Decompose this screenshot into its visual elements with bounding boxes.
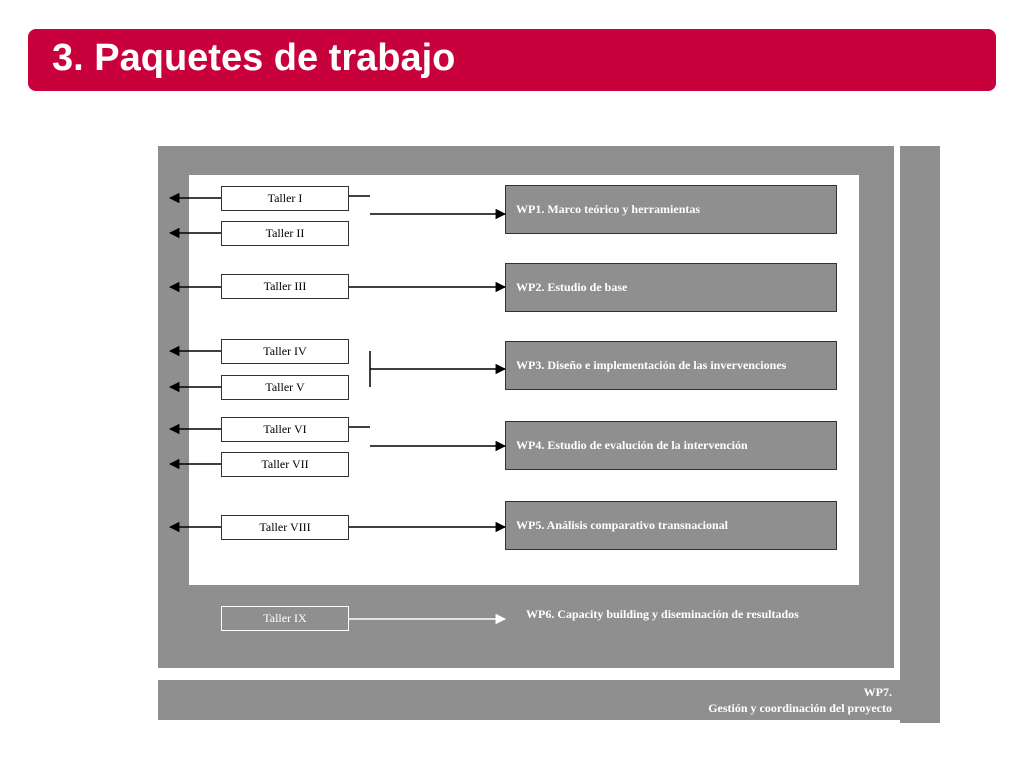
wp4-label: WP4. Estudio de evalución de la intervención	[516, 438, 748, 452]
wp2-box	[505, 263, 837, 312]
wp7-title: WP7.	[863, 685, 892, 699]
title-bar	[28, 29, 996, 91]
wp1-label: WP1. Marco teórico y herramientas	[516, 202, 701, 216]
taller-vii: Taller VII	[221, 452, 349, 477]
taller-iv: Taller IV	[221, 339, 349, 364]
taller-i: Taller I	[221, 186, 349, 211]
wp7-bottom-band	[158, 680, 900, 720]
wp4-box	[505, 421, 837, 470]
wp3-box	[505, 341, 837, 390]
wp3-label: WP3. Diseño e implementación de las invervenciones	[516, 358, 787, 372]
taller-v: Taller V	[221, 375, 349, 400]
taller-vi: Taller VI	[221, 417, 349, 442]
taller-viii: Taller VIII	[221, 515, 349, 540]
wp7-label	[708, 684, 892, 716]
taller-iii: Taller III	[221, 274, 349, 299]
taller-ix: Taller IX	[221, 606, 349, 631]
wp6-label: WP6. Capacity building y diseminación de resultados	[526, 607, 799, 621]
wp7-vertical-band	[900, 146, 940, 723]
wp5-label: WP5. Análisis comparativo transnacional	[516, 518, 729, 532]
wp2-label: WP2. Estudio de base	[516, 280, 628, 294]
wp7-subtitle: Gestión y coordinación del proyecto	[708, 701, 892, 715]
wp5-box	[505, 501, 837, 550]
page-title: 3. Paquetes de trabajo	[52, 37, 456, 79]
wp1-box	[505, 185, 837, 234]
taller-ii: Taller II	[221, 221, 349, 246]
